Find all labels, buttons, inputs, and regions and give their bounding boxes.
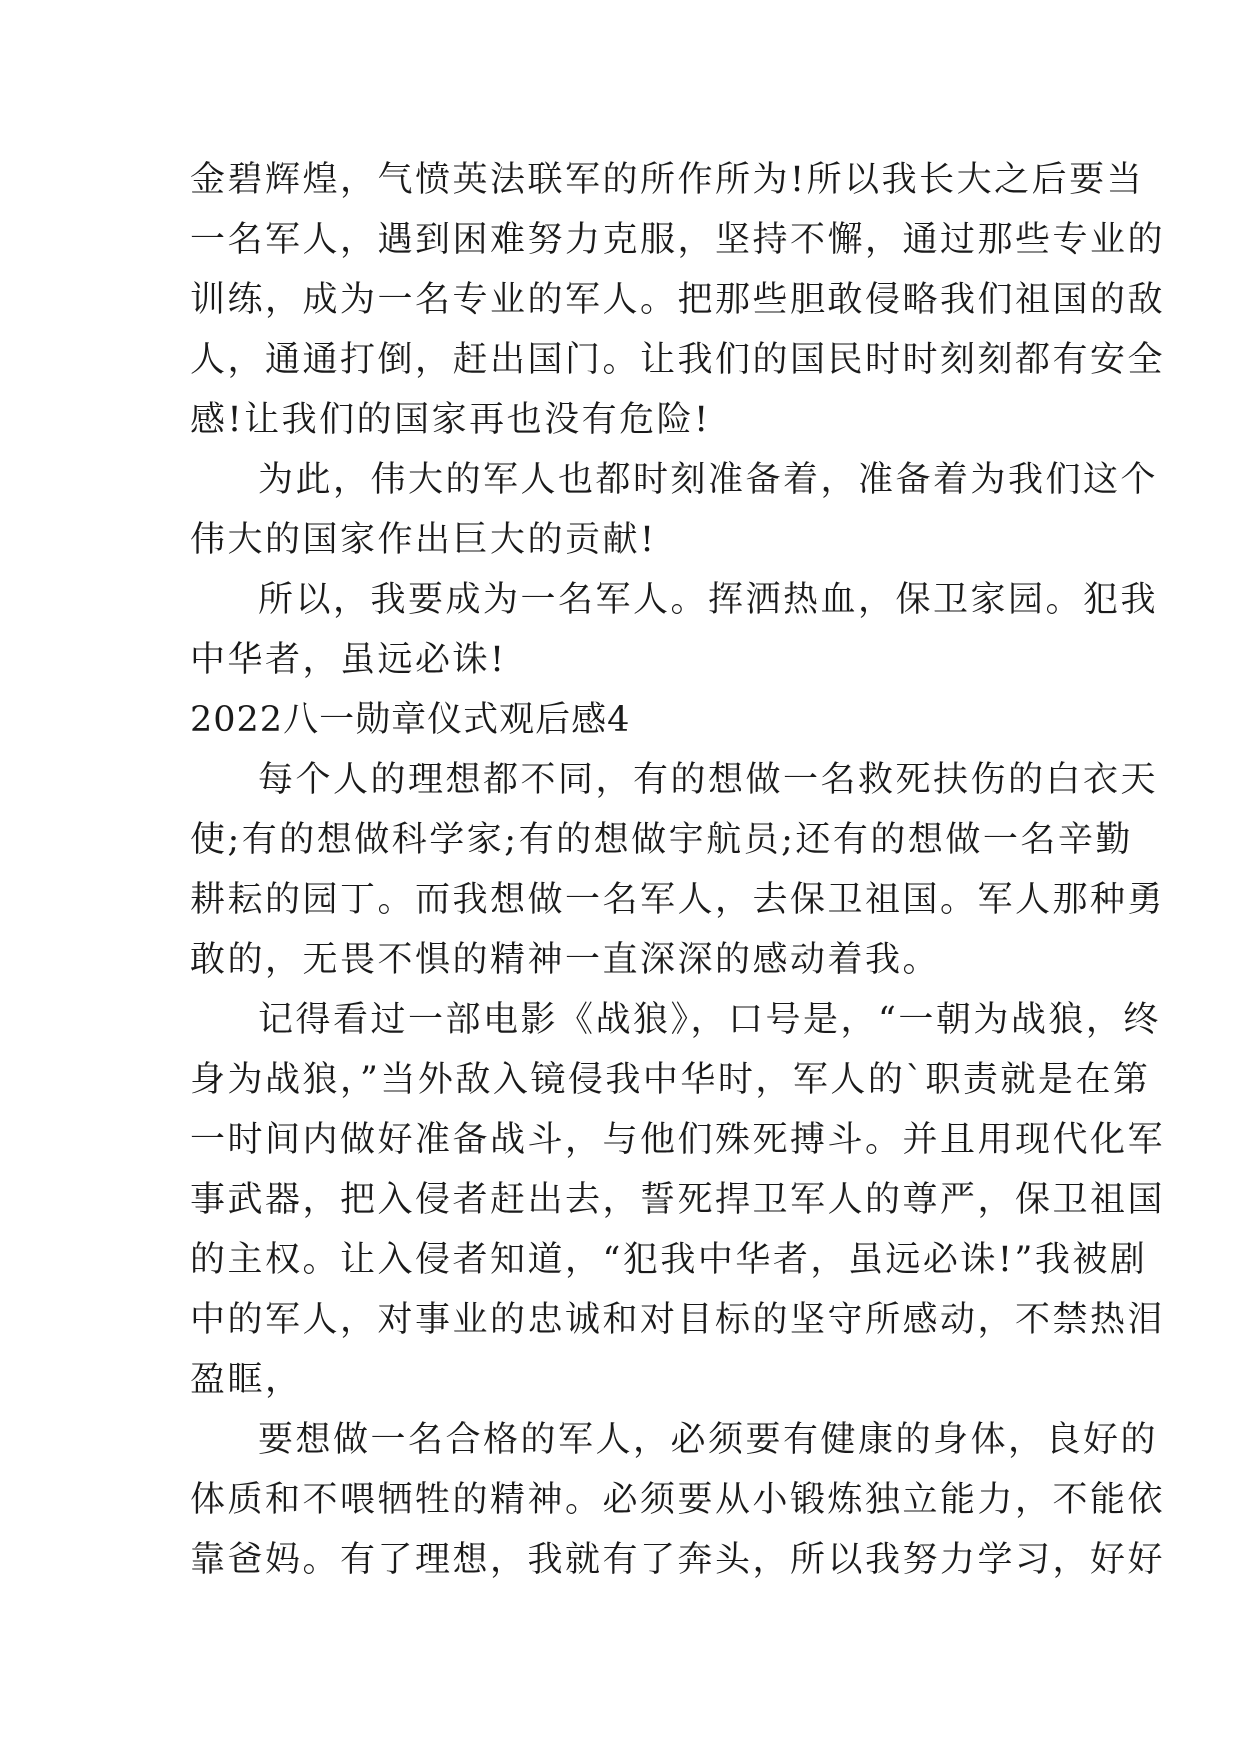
text-line: 一时间内做好准备战斗，与他们殊死搏斗。并且用现代化军 [190, 1120, 1166, 1160]
text-line: 记得看过一部电影《战狼》，口号是，“一朝为战狼，终 [258, 1000, 1161, 1040]
section-heading: 2022八一勋章仪式观后感4 [190, 700, 631, 740]
text-line: 的主权。让入侵者知道，“犯我中华者，虽远必诛!”我被剧 [190, 1240, 1148, 1280]
text-line: 敢的，无畏不惧的精神一直深深的感动着我。 [190, 940, 941, 980]
text-line: 中华者，虽远必诛! [190, 640, 507, 680]
text-line: 靠爸妈。有了理想，我就有了奔头，所以我努力学习，好好 [190, 1540, 1166, 1580]
text-line: 每个人的理想都不同，有的想做一名救死扶伤的白衣天 [258, 760, 1159, 800]
text-line: 训练，成为一名专业的军人。把那些胆敢侵略我们祖国的敌 [190, 280, 1166, 320]
text-line: 一名军人，遇到困难努力克服，坚持不懈，通过那些专业的 [190, 220, 1166, 260]
text-line: 中的军人，对事业的忠诚和对目标的坚守所感动，不禁热泪 [190, 1300, 1166, 1340]
text-line: 伟大的国家作出巨大的贡献! [190, 520, 657, 560]
text-line: 金碧辉煌，气愤英法联军的所作所为!所以我长大之后要当 [190, 160, 1145, 200]
text-line: 为此，伟大的军人也都时刻准备着，准备着为我们这个 [258, 460, 1159, 500]
text-line: 体质和不喂牺牲的精神。必须要从小锻炼独立能力，不能依 [190, 1480, 1166, 1520]
text-line: 盈眶， [190, 1360, 303, 1400]
text-line: 要想做一名合格的军人，必须要有健康的身体，良好的 [258, 1420, 1159, 1460]
text-line: 使;有的想做科学家;有的想做宇航员;还有的想做一名辛勤 [190, 820, 1133, 860]
text-line: 人，通通打倒，赶出国门。让我们的国民时时刻刻都有安全 [190, 340, 1166, 380]
text-line: 事武器，把入侵者赶出去，誓死捍卫军人的尊严，保卫祖国 [190, 1180, 1166, 1220]
text-line: 身为战狼，”当外敌入镜侵我中华时，军人的`职责就是在第 [190, 1060, 1151, 1100]
text-line: 所以，我要成为一名军人。挥洒热血，保卫家园。犯我 [258, 580, 1159, 620]
text-line: 感!让我们的国家再也没有危险! [190, 400, 711, 440]
text-line: 耕耘的园丁。而我想做一名军人，去保卫祖国。军人那种勇 [190, 880, 1166, 920]
